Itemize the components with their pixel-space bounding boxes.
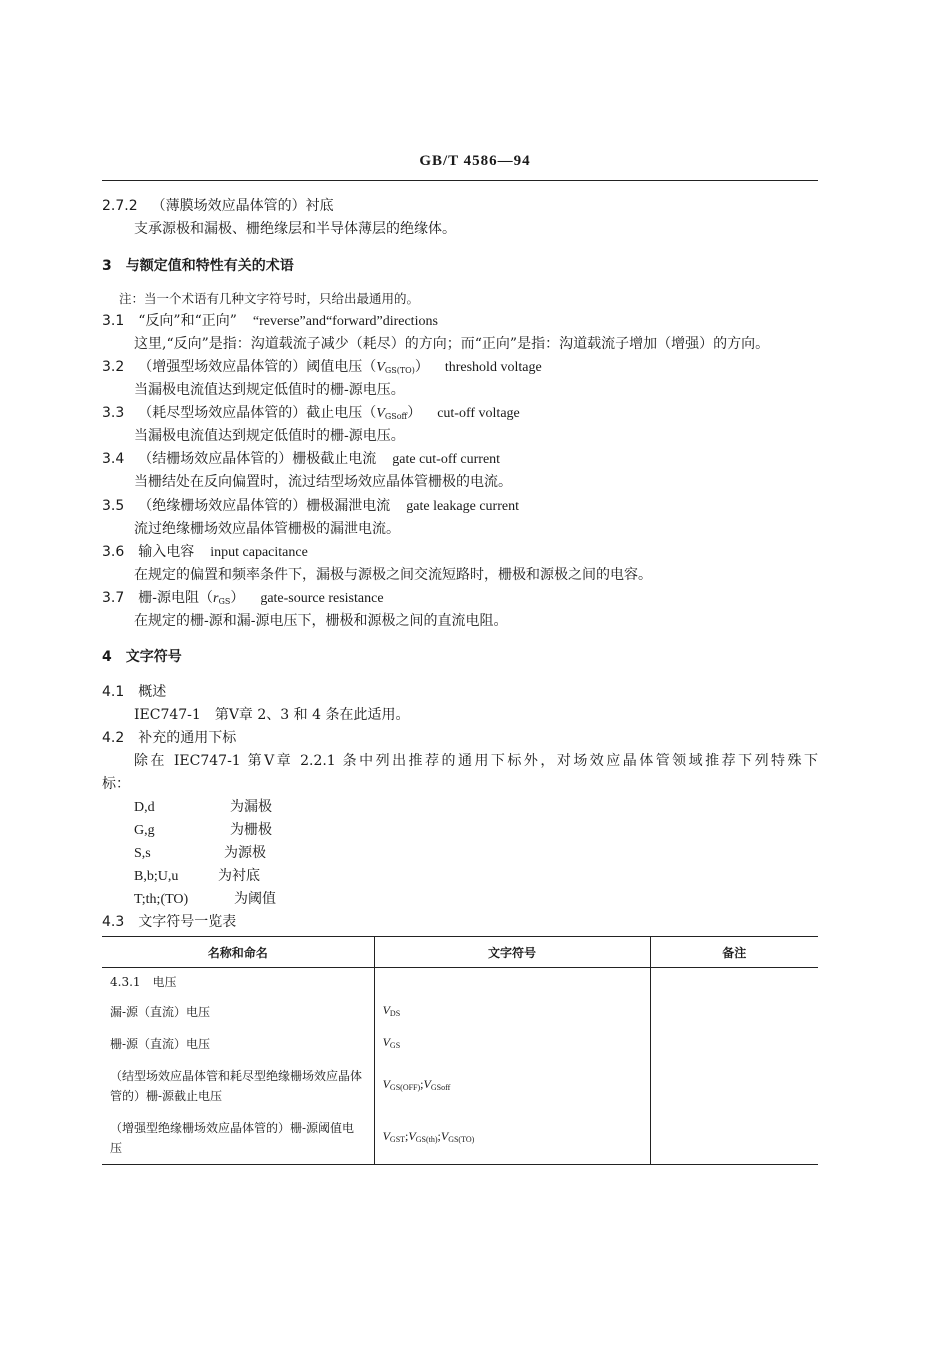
table-row xyxy=(102,1112,818,1165)
subscript-meaning: 为漏极 xyxy=(230,799,272,815)
chapter-title: 与额定值和特性有关的术语 xyxy=(125,258,294,274)
column-header-symbol: 文字符号 xyxy=(374,937,650,968)
symbol: r xyxy=(213,591,219,606)
clause-english-term: cut-off voltage xyxy=(437,406,520,421)
symbol-table xyxy=(102,936,818,1165)
clause-4-2-body: 除在 IEC747-1 第Ⅴ章 2.2.1 条中列出推荐的通用下标外，对场效应晶体管领域推荐下列特殊下 xyxy=(134,753,818,769)
symbol-subscript: GS xyxy=(218,597,231,606)
subscript-meaning: 为阈值 xyxy=(234,891,276,907)
clause-number: 3.1 xyxy=(102,313,125,329)
clause-title: （薄膜场效应晶体管的）衬底 xyxy=(151,198,334,214)
cell-name: （结型场效应晶体管和耗尽型绝缘栅场效应晶体管的）栅-源截止电压 xyxy=(102,1060,374,1112)
cell-name: 漏-源（直流）电压 xyxy=(102,996,374,1028)
clause-3-1-body: 这里,“反向”是指：沟道载流子减少（耗尽）的方向；而“正向”是指：沟道载流子增加（增强）的方向。 xyxy=(134,336,770,352)
symbol: V xyxy=(382,1077,390,1091)
clause-3-6-body: 在规定的偏置和频率条件下，漏极与源极之间交流短路时，栅极和源极之间的电容。 xyxy=(134,567,652,583)
clause-number: 3.4 xyxy=(102,451,125,467)
symbol-subscript: GSoff xyxy=(384,412,408,421)
symbol: V xyxy=(440,1129,449,1143)
cell-symbol xyxy=(374,996,650,1028)
symbol-separator: ; xyxy=(405,1129,409,1143)
clause-number: 4.1 xyxy=(102,684,125,700)
clause-3-3-body: 当漏极电流值达到规定低值时的栅-源电压。 xyxy=(134,428,405,444)
table-row xyxy=(102,1060,818,1112)
clause-number: 2.7.2 xyxy=(102,198,138,214)
clause-title: （绝缘栅场效应晶体管的）栅极漏泄电流 xyxy=(138,498,391,514)
clause-title-close: ） xyxy=(407,405,422,421)
clause-2-7-2-body: 支承源极和漏极、栅绝缘层和半导体薄层的绝缘体。 xyxy=(134,221,456,237)
clause-3-2-heading xyxy=(102,358,542,380)
cell-symbol xyxy=(374,1028,650,1060)
subscript-letter: T;th;(TO) xyxy=(134,892,189,907)
cell-remarks xyxy=(650,968,818,997)
chapter-3-note: 注：当一个术语有几种文字符号时，只给出最通用的。 xyxy=(119,291,420,306)
symbol: V xyxy=(382,1129,390,1143)
clause-4-2-body-cont: 标： xyxy=(102,776,130,792)
clause-number: 3.6 xyxy=(102,544,125,560)
symbol: V xyxy=(382,1035,390,1049)
chapter-4-heading xyxy=(102,648,182,666)
cell-remarks xyxy=(650,1060,818,1112)
symbol-subscript: GSoff xyxy=(430,1083,451,1092)
clause-title: 栅-源电阻（ xyxy=(138,590,213,606)
symbol-subscript: GS xyxy=(389,1041,401,1050)
cell-name: （增强型绝缘栅场效应晶体管的）栅-源阈值电压 xyxy=(102,1112,374,1165)
subscript-meaning: 为源极 xyxy=(224,845,266,861)
subscript-meaning: 为衬底 xyxy=(218,868,260,884)
chapter-number: 4 xyxy=(102,649,112,665)
subscript-item xyxy=(134,867,260,886)
symbol-subscript: GS(OFF) xyxy=(389,1083,421,1092)
clause-number: 3.5 xyxy=(102,498,125,514)
column-header-remarks: 备注 xyxy=(650,937,818,968)
subscript-letter: S,s xyxy=(134,846,151,861)
symbol-subscript: GS(TO) xyxy=(384,366,415,375)
symbol: V xyxy=(382,1003,390,1017)
clause-title: 输入电容 xyxy=(138,544,195,560)
clause-2-7-2-heading xyxy=(102,197,334,215)
subscript-item xyxy=(134,844,266,863)
clause-3-4-body: 当栅结处在反向偏置时，流过结型场效应晶体管栅极的电流。 xyxy=(134,474,512,490)
clause-3-6-heading xyxy=(102,543,308,562)
standard-header: GB/T 4586—94 xyxy=(419,153,531,169)
header-rule xyxy=(102,180,818,181)
subscript-letter: D,d xyxy=(134,800,155,815)
clause-3-2-body: 当漏极电流值达到规定低值时的栅-源电压。 xyxy=(134,382,405,398)
clause-3-7-heading xyxy=(102,589,384,611)
clause-number: 3.3 xyxy=(102,405,125,421)
cell-remarks xyxy=(650,996,818,1028)
clause-title: （增强型场效应晶体管的）阈值电压（ xyxy=(138,359,377,375)
clause-3-4-heading xyxy=(102,450,500,469)
clause-title: 补充的通用下标 xyxy=(138,730,237,746)
symbol: V xyxy=(376,360,385,375)
clause-4-1-heading xyxy=(102,683,166,701)
clause-number: 4.3 xyxy=(102,914,125,930)
subscript-item xyxy=(134,798,272,817)
clause-title: 文字符号一览表 xyxy=(138,914,237,930)
symbol-separator: ; xyxy=(437,1129,441,1143)
clause-title-close: ） xyxy=(414,359,429,375)
clause-english-term: input capacitance xyxy=(210,545,308,560)
clause-number: 4.2 xyxy=(102,730,125,746)
subscript-letter: B,b;U,u xyxy=(134,869,179,884)
chapter-number: 3 xyxy=(102,258,112,274)
symbol-subscript: GS(TO) xyxy=(448,1135,475,1144)
clause-english-term: gate cut-off current xyxy=(392,452,501,467)
clause-number: 3.2 xyxy=(102,359,125,375)
symbol-subscript: GS(th) xyxy=(415,1135,438,1144)
clause-english-term: “reverse”and“forward”directions xyxy=(252,314,438,329)
column-header-name: 名称和命名 xyxy=(102,937,374,968)
subscript-item xyxy=(134,890,276,909)
clause-english-term: threshold voltage xyxy=(444,360,542,375)
clause-3-3-heading xyxy=(102,404,520,426)
clause-title: “反向”和“正向” xyxy=(138,313,237,329)
clause-english-term: gate leakage current xyxy=(406,499,519,514)
clause-4-2-heading xyxy=(102,729,236,747)
symbol: V xyxy=(376,406,385,421)
cell-name: 栅-源（直流）电压 xyxy=(102,1028,374,1060)
subscript-meaning: 为栅极 xyxy=(230,822,272,838)
clause-4-3-heading xyxy=(102,913,236,931)
subscript-item xyxy=(134,821,272,840)
clause-title: 概述 xyxy=(138,684,167,700)
cell-remarks xyxy=(650,1112,818,1165)
chapter-title: 文字符号 xyxy=(125,649,182,665)
clause-number: 3.7 xyxy=(102,590,125,606)
chapter-3-heading xyxy=(102,257,294,275)
symbol-subscript: GST xyxy=(389,1135,406,1144)
symbol: V xyxy=(408,1129,416,1143)
symbol: V xyxy=(423,1077,431,1091)
clause-3-5-body: 流过绝缘栅场效应晶体管栅极的漏泄电流。 xyxy=(134,521,400,537)
cell-symbol xyxy=(374,968,650,997)
clause-3-5-heading xyxy=(102,497,519,516)
clause-4-1-body: IEC747-1 第Ⅴ章 2、3 和 4 条在此适用。 xyxy=(134,707,410,723)
cell-name: 4.3.1 电压 xyxy=(102,968,374,997)
clause-3-7-body: 在规定的栅-源和漏-源电压下，栅极和源极之间的直流电阻。 xyxy=(134,613,508,629)
clause-english-term: gate-source resistance xyxy=(260,591,384,606)
subscript-letter: G,g xyxy=(134,823,155,838)
cell-symbol xyxy=(374,1060,650,1112)
cell-remarks xyxy=(650,1028,818,1060)
table-row xyxy=(102,996,818,1028)
table-row xyxy=(102,1028,818,1060)
clause-title: （结栅场效应晶体管的）栅极截止电流 xyxy=(138,451,377,467)
symbol-separator: ; xyxy=(420,1077,424,1091)
clause-title: （耗尽型场效应晶体管的）截止电压（ xyxy=(138,405,377,421)
cell-symbol xyxy=(374,1112,650,1165)
clause-3-1-heading xyxy=(102,312,438,331)
symbol-subscript: DS xyxy=(389,1009,401,1018)
table-header-row xyxy=(102,937,818,968)
table-row xyxy=(102,968,818,997)
clause-title-close: ） xyxy=(230,590,245,606)
